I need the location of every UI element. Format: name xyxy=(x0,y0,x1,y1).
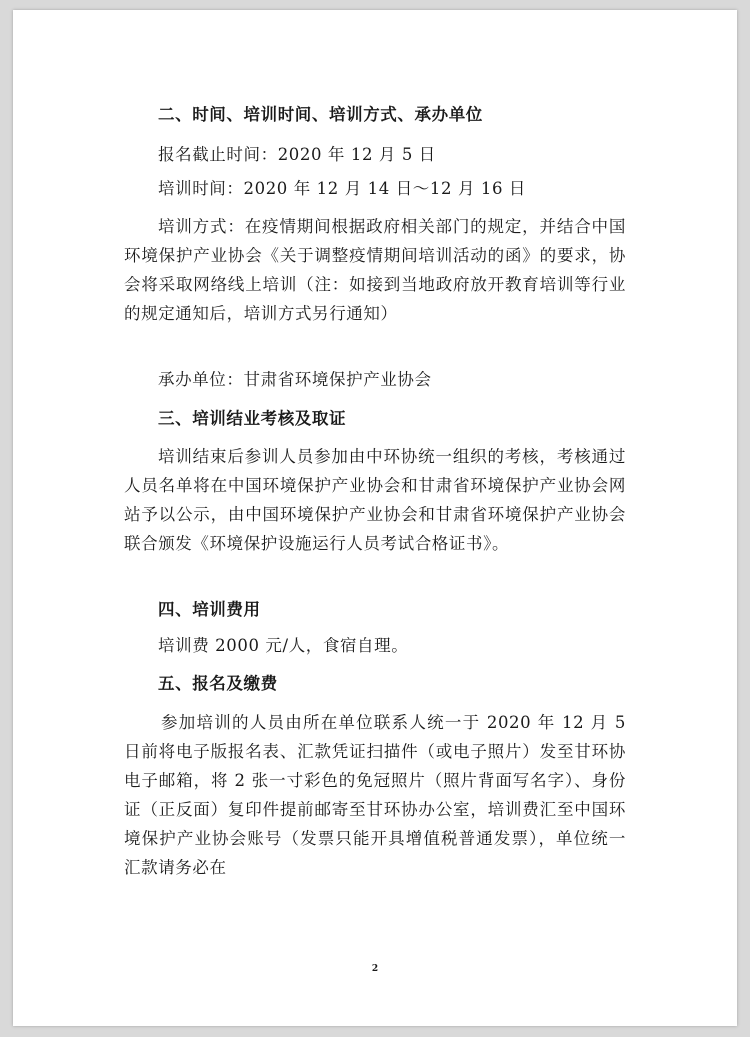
section5-body: 参加培训的人员由所在单位联系人统一于 2020 年 12 月 5 日前将电子版报名表、汇款凭证扫描件（或电子照片）发至甘环协电子邮箱，将 2 张一寸彩色的免冠照片（照片背面写名字）、身份证（正反面）复印件提前邮寄至甘环协办公室，培训费汇至中国环境保护产业协会账号（发票只能开具增值税普通发票），单位统一汇款请务必在 xyxy=(124,713,626,877)
section3-heading: 三、培训结业考核及取证 xyxy=(158,409,347,428)
section3-body: 培训结束后参训人员参加由中环协统一组织的考核，考核通过人员名单将在中国环境保护产业协会和甘肃省环境保护产业协会网站予以公示，由中国环境保护产业协会和甘肃省环境保护产业协会联合颁发《环境保护设施运行人员考试合格证书》。 xyxy=(124,447,626,553)
page-number: 2 xyxy=(371,964,379,974)
training-time: 培训时间：2020 年 12 月 14 日～12 月 16 日 xyxy=(158,179,527,198)
organizer: 承办单位：甘肃省环境保护产业协会 xyxy=(158,370,432,389)
registration-deadline: 报名截止时间：2020 年 12 月 5 日 xyxy=(158,145,436,164)
section5-heading: 五、报名及缴费 xyxy=(158,674,278,693)
page-content xyxy=(13,10,737,1026)
section4-heading: 四、培训费用 xyxy=(158,600,261,619)
section4-body: 培训费 2000 元/人，食宿自理。 xyxy=(158,636,409,655)
training-method: 培训方式：在疫情期间根据政府相关部门的规定，并结合中国环境保护产业协会《关于调整疫情期间培训活动的函》的要求，协会将采取网络线上培训（注：如接到当地政府放开教育培训等行业的规定通知后，培训方式另行通知） xyxy=(124,217,626,323)
document-page xyxy=(13,10,737,1026)
section2-heading: 二、时间、培训时间、培训方式、承办单位 xyxy=(158,105,483,124)
